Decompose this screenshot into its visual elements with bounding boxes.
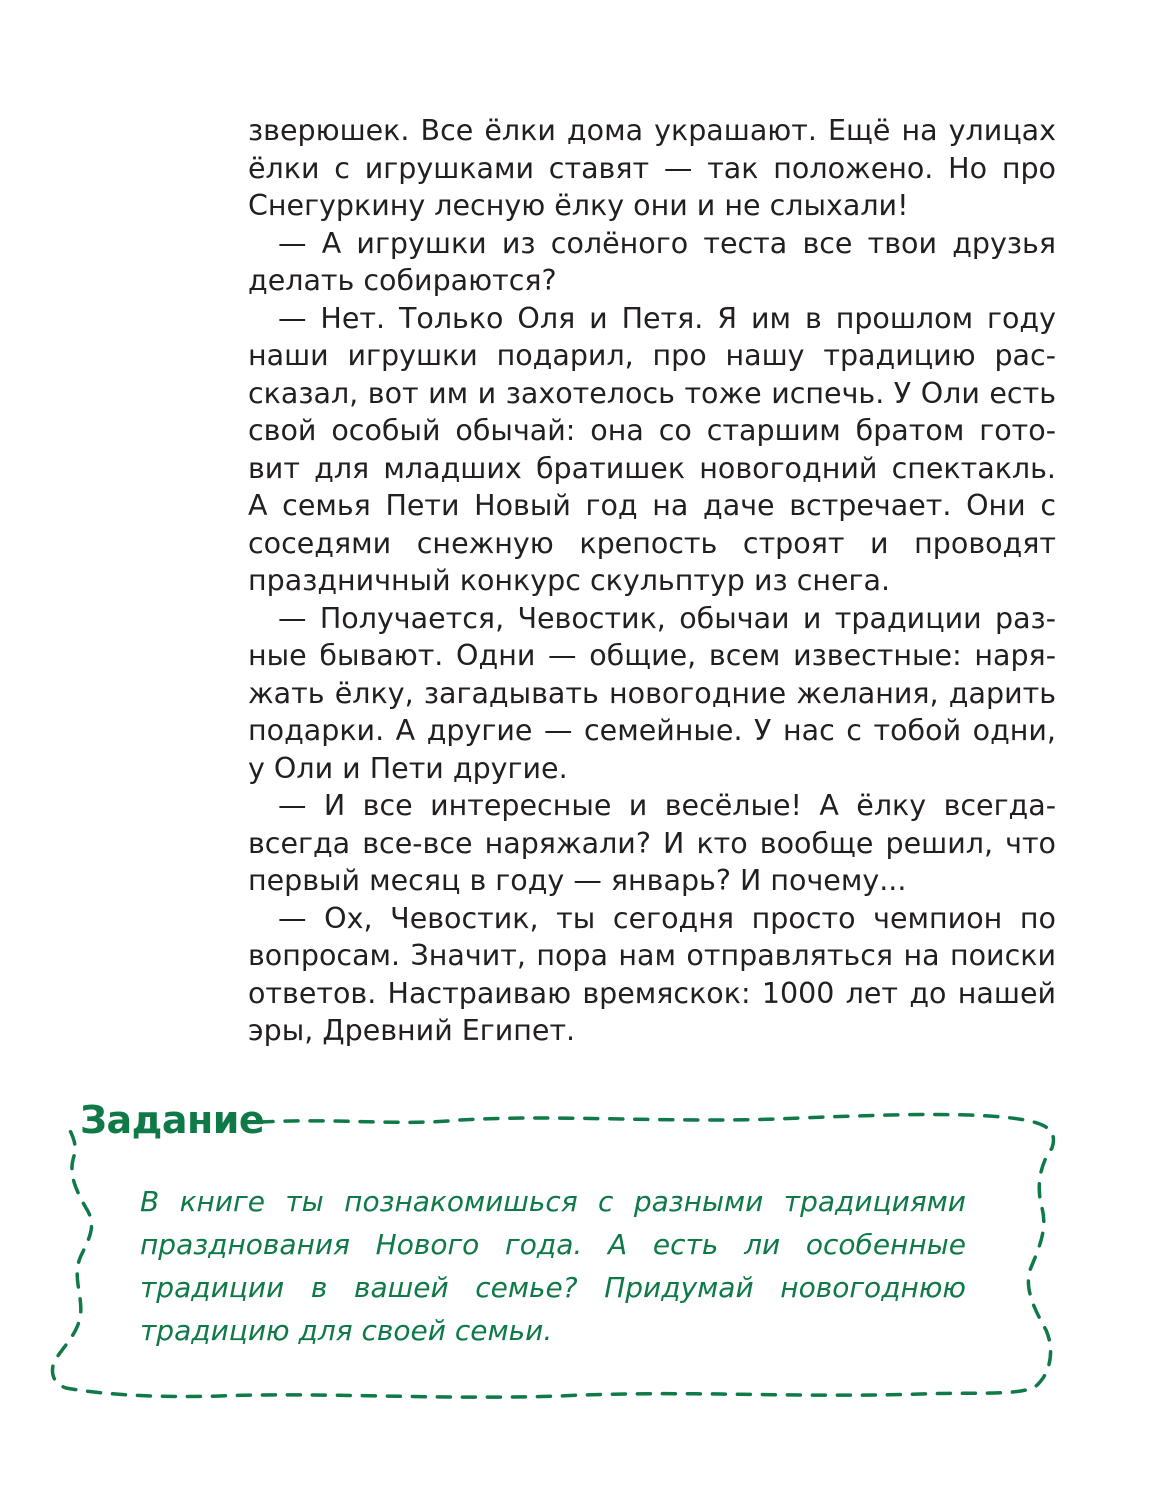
task-title: Задание bbox=[80, 1098, 265, 1142]
task-paragraph: В книге ты познакомишься с разными традициями празднования Нового года. А есть ли особенные традиции в вашей семье? Придумай новогоднюю традицию для своей семьи. bbox=[140, 1185, 966, 1347]
story-paragraph: зверюшек. Все ёлки дома украшают. Ещё на улицах ёлки с игрушками ставят — так положено. Но про Снегуркину лесную ёлку они и не слыхали! bbox=[248, 114, 1056, 222]
task-text bbox=[140, 1180, 966, 1352]
story-paragraph: — И все интересные и весёлые! А ёлку всегда-всегда все-все наряжали? И кто вообще решил, что первый месяц в году — январь? И почему... bbox=[248, 789, 1056, 897]
story-paragraph: — Получается, Чевостик, обычаи и традиции разные бывают. Одни — общие, всем известные: наряжать ёлку, загадывать новогодние желания, дарить подарки. А другие — семейные. У нас с тобой одни, у Оли и Пети другие. bbox=[248, 601, 1056, 785]
story-paragraph: — Нет. Только Оля и Петя. Я им в прошлом году наши игрушки подарил, про нашу традицию рассказал, вот им и захотелось тоже испечь. У Оли есть свой особый обычай: она со старшим братом готовит для младших братишек новогодний спектакль. А семья Пети Новый год на даче встречает. Они с соседями снежную крепость строят и проводят праздничный конкурс скульптур из снега. bbox=[248, 301, 1056, 597]
story-paragraph: — Ох, Чевостик, ты сегодня просто чемпион по вопросам. Значит, пора нам отправляться на поиски ответов. Настраиваю времяскок: 1000 лет до нашей эры, Древний Египет. bbox=[248, 901, 1056, 1047]
story-text bbox=[248, 112, 1056, 1050]
story-paragraph: — А игрушки из солёного теста все твои друзья делать собираются? bbox=[248, 226, 1056, 297]
